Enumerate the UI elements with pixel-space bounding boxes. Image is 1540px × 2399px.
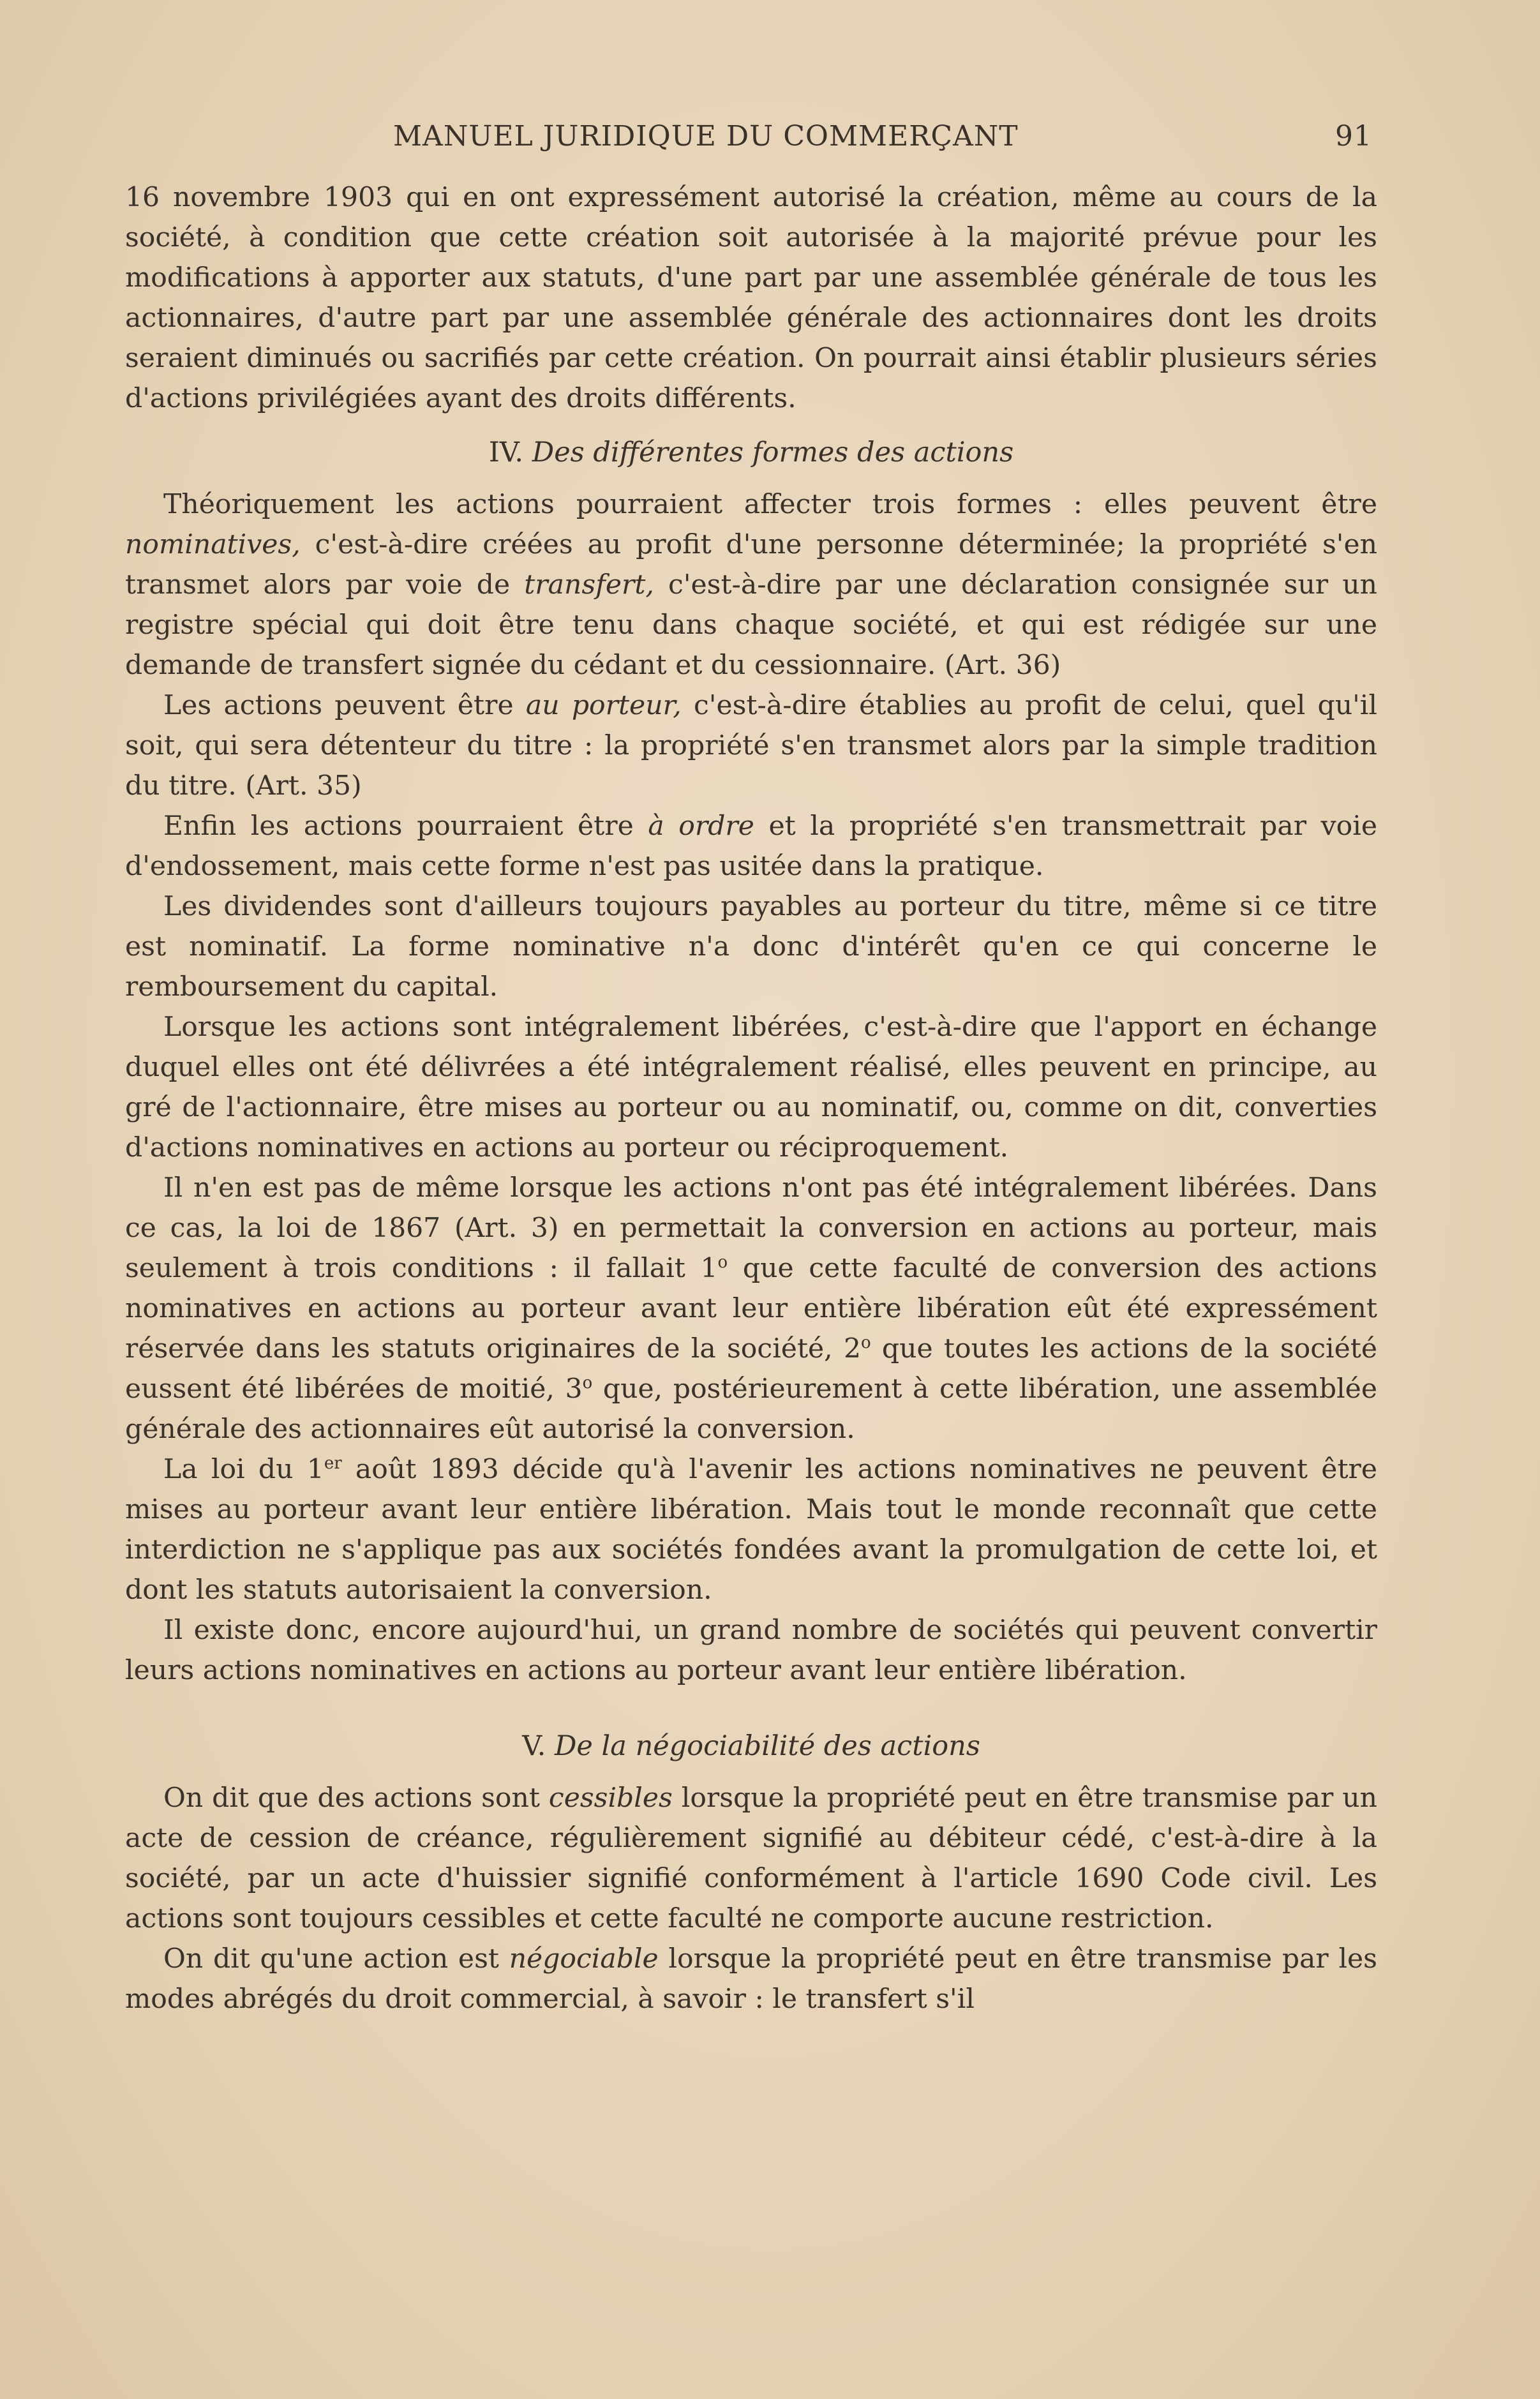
term-a-ordre: à ordre — [648, 811, 754, 842]
paragraph-cessibles: On dit que des actions sont cessibles lorsque la propriété peut en être transmise par un acte de cession de créance, régulièrement signifié au débiteur cédé, c'est-à-dire à la société, par un acte d'huissier signifié conformément à l'article 1690 Code civil. Les actions sont toujours cessibles et cette faculté ne comporte aucune restriction. — [125, 1782, 1377, 1934]
page-content — [125, 107, 1377, 2019]
section-title: Des différentes formes des actions — [532, 437, 1014, 468]
paragraph-liberees: Lorsque les actions sont intégralement libérées, c'est-à-dire que l'apport en échange duquel elles ont été délivrées a été intégralement réalisé, elles peuvent en principe, au gré de l'actionnaire, être mises au porteur ou au nominatif, ou, comme on dit, converties d'actions nominatives en actions au porteur ou réciproquement. — [125, 1012, 1377, 1163]
section-number: IV. — [488, 437, 524, 468]
term-cessibles: cessibles — [548, 1782, 673, 1814]
section-title: De la négociabilité des actions — [554, 1730, 980, 1762]
term-transfert: transfert, — [524, 569, 654, 601]
paragraph-conversion: Il n'en est pas de même lorsque les actions n'ont pas été intégralement libérées. Dans ce cas, la loi de 1867 (Art. 3) en permettait la conversion en actions au porteur, mais seulement à trois conditions : il fallait 1$^o$ que cette faculté de conversion des actions nominatives en actions au porteur avant leur entière libération eût été expressément réservée dans les statuts originaires de la société, 2$^o$ que toutes les actions de la société eussent été libérées de moitié, 3$^o$ que, postérieurement à cette libération, une assemblée générale des actionnaires eût autorisé la conversion. — [125, 1172, 1377, 1445]
paragraph-dividendes: Les dividendes sont d'ailleurs toujours payables au porteur du titre, même si ce titre est nominatif. La forme nominative n'a donc d'intérêt qu'en ce qui concerne le remboursement du capital. — [125, 891, 1377, 1003]
paragraph-a-ordre: Enfin les actions pourraient être à ordre et la propriété s'en transmettrait par voie d'endossement, mais cette forme n'est pas usitée dans la pratique. — [125, 811, 1377, 882]
running-title: MANUEL JURIDIQUE DU COMMERÇANT — [393, 120, 1019, 153]
paragraph-forms: Théoriquement les actions pourraient affecter trois formes : elles peuvent être nominatives, c'est-à-dire créées au profit d'une personne déterminée; la propriété s'en transmet alors par voie de transfert, c'est-à-dire par une déclaration consignée sur un registre spécial qui doit être tenu dans chaque société, et qui est rédigée sur une demande de transfert signée du cédant et du cessionnaire. (Art. 36) — [125, 489, 1377, 681]
paragraph-loi-1893: La loi du 1er août 1893 décide qu'à l'avenir les actions nominatives ne peuvent être mises au porteur avant leur entière libération. Mais tout le monde reconnaît que cette interdiction ne s'applique pas aux sociétés fondées avant la promulgation de cette loi, et dont les statuts autorisaient la conversion. — [125, 1453, 1377, 1606]
section-heading-v — [125, 1726, 1377, 1767]
term-negociable: négociable — [509, 1943, 659, 1975]
section-number: V. — [522, 1730, 546, 1762]
paragraph-existe-donc: Il existe donc, encore aujourd'hui, un grand nombre de sociétés qui peuvent convertir leurs actions nominatives en actions au porteur avant leur entière libération. — [125, 1615, 1377, 1686]
term-au-porteur: au porteur, — [525, 690, 682, 721]
page-header — [125, 107, 1377, 177]
term-nominatives: nominatives, — [125, 529, 301, 560]
paragraph-au-porteur: Les actions peuvent être au porteur, c'est-à-dire établies au profit de celui, quel qu'il soit, qui sera détenteur du titre : la propriété s'en transmet alors par la simple tradition du titre. (Art. 35) — [125, 690, 1377, 802]
paragraph-continuation: 16 novembre 1903 qui en ont expressément autorisé la création, même au cours de la société, à condition que cette création soit autorisée à la majorité prévue pour les modifications à apporter aux statuts, d'une part par une assemblée générale de tous les actionnaires, d'autre part par une assemblée générale des actionnaires dont les droits seraient diminués ou sacrifiés par cette création. On pourrait ainsi établir plusieurs séries d'actions privilégiées ayant des droits différents. — [125, 182, 1377, 414]
section-heading-iv — [125, 433, 1377, 473]
page-number: 91 — [1335, 120, 1372, 153]
paragraph-negociable: On dit qu'une action est négociable lorsque la propriété peut en être transmise par les modes abrégés du droit commercial, à savoir : le transfert s'il — [125, 1943, 1377, 2015]
